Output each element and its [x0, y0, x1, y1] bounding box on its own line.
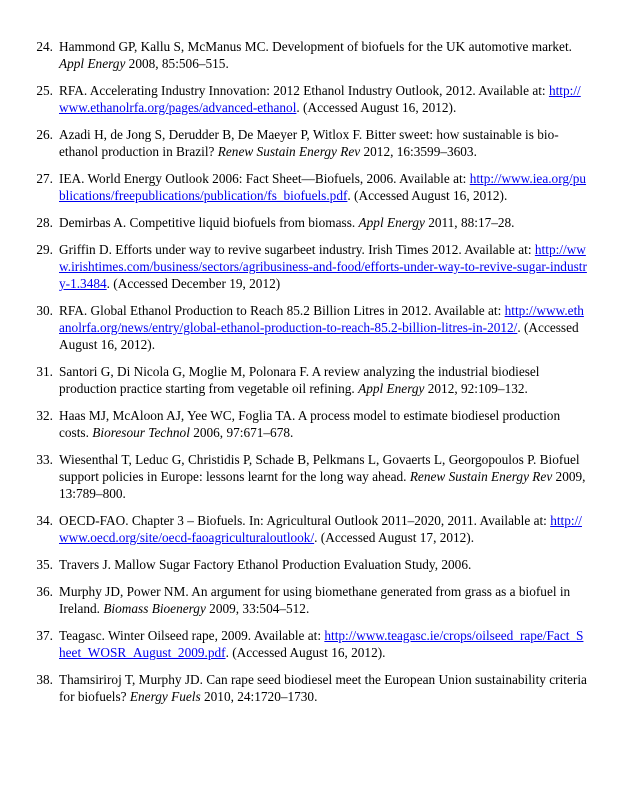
reference-item [0, 583, 617, 617]
reference-journal: Renew Sustain Energy Rev [409, 469, 553, 484]
reference-item [0, 363, 617, 397]
reference-number [0, 241, 53, 258]
reference-number [0, 82, 53, 99]
reference-citation: Teagasc. Winter Oilseed rape, 2009. Available at: [59, 628, 325, 643]
reference-item [0, 556, 617, 573]
reference-journal: Appl Energy [358, 215, 425, 230]
reference-number-text: 32. [36, 408, 53, 423]
reference-item [0, 512, 617, 546]
reference-number [0, 363, 53, 380]
reference-access-date: . (Accessed December 19, 2012) [106, 276, 281, 291]
reference-item [0, 451, 617, 502]
reference-number [0, 671, 53, 688]
reference-text [59, 170, 587, 204]
reference-access-date: . (Accessed August 16, 2012). [347, 188, 508, 203]
reference-journal: Appl Energy [59, 56, 126, 71]
reference-number [0, 583, 53, 600]
reference-text [59, 407, 587, 441]
reference-number-text: 27. [36, 171, 53, 186]
reference-text [59, 214, 587, 231]
reference-citation: Haas MJ, McAloon AJ, Yee WC, Foglia TA. A process model to estimate biodiesel production costs. [59, 408, 561, 440]
reference-number-text: 29. [36, 242, 53, 257]
reference-item [0, 627, 617, 661]
reference-number-text: 28. [36, 215, 53, 230]
reference-citation: Travers J. Mallow Sugar Factory Ethanol Production Evaluation Study, 2006. [59, 557, 472, 572]
reference-link[interactable]: http://www.ethanolrfa.org/pages/advanced-ethanol [59, 83, 581, 115]
reference-number [0, 556, 53, 573]
reference-text [59, 627, 587, 661]
reference-text [59, 583, 587, 617]
reference-number [0, 407, 53, 424]
reference-number-text: 31. [36, 364, 53, 379]
reference-volume: 2011, 88:17–28. [424, 215, 515, 230]
reference-citation: OECD-FAO. Chapter 3 – Biofuels. In: Agricultural Outlook 2011–2020, 2011. Available at: [59, 513, 551, 528]
reference-text [59, 38, 587, 72]
reference-citation: Murphy JD, Power NM. An argument for using biomethane generated from grass as a biofuel in Ireland. [59, 584, 571, 616]
reference-journal: Appl Energy [358, 381, 425, 396]
reference-volume: 2009, 13:789–800. [59, 469, 586, 501]
reference-link[interactable]: http://www.oecd.org/site/oecd-faoagriculturaloutlook/ [59, 513, 582, 545]
reference-item [0, 170, 617, 204]
reference-volume: 2006, 97:671–678. [189, 425, 294, 440]
reference-number-text: 26. [36, 127, 53, 142]
reference-journal: Energy Fuels [129, 689, 201, 704]
reference-journal: Biomass Bioenergy [103, 601, 206, 616]
reference-number [0, 512, 53, 529]
reference-number-text: 38. [36, 672, 53, 687]
reference-citation: IEA. World Energy Outlook 2006: Fact Sheet—Biofuels, 2006. Available at: [59, 171, 470, 186]
reference-number [0, 627, 53, 644]
reference-number-text: 36. [36, 584, 53, 599]
reference-number [0, 126, 53, 143]
reference-text [59, 241, 587, 292]
reference-link[interactable]: http://www.teagasc.ie/crops/oilseed_rape/Fact_Sheet_WOSR_August_2009.pdf [59, 628, 584, 660]
reference-item [0, 214, 617, 231]
reference-item [0, 126, 617, 160]
reference-citation: Wiesenthal T, Leduc G, Christidis P, Schade B, Pelkmans L, Govaerts L, Georgopoulos P. Biofuel support policies in Europe: lessons learnt for the long way ahead. [59, 452, 580, 484]
reference-citation: RFA. Global Ethanol Production to Reach 85.2 Billion Litres in 2012. Available at: [59, 303, 505, 318]
reference-link[interactable]: http://www.ethanolrfa.org/news/entry/global-ethanol-production-to-reach-85.2-billion-litres-in-2012/ [59, 303, 584, 335]
reference-citation: Santori G, Di Nicola G, Moglie M, Polonara F. A review analyzing the industrial biodiesel production practice starting from vegetable oil refining. [59, 364, 540, 396]
reference-number [0, 302, 53, 319]
reference-journal: Bioresour Technol [92, 425, 190, 440]
reference-citation: Demirbas A. Competitive liquid biofuels from biomass. [59, 215, 359, 230]
reference-citation: Griffin D. Efforts under way to revive sugarbeet industry. Irish Times 2012. Available at: [59, 242, 535, 257]
reference-text [59, 451, 587, 502]
reference-citation: Azadi H, de Jong S, Derudder B, De Maeyer P, Witlox F. Bitter sweet: how sustainable is bio-ethanol production in Brazil? [59, 127, 559, 159]
reference-text [59, 126, 587, 160]
reference-item [0, 241, 617, 292]
reference-access-date: . (Accessed August 16, 2012). [225, 645, 386, 660]
reference-number-text: 34. [36, 513, 53, 528]
reference-list [0, 38, 617, 715]
reference-item [0, 671, 617, 705]
reference-access-date: . (Accessed August 17, 2012). [314, 530, 475, 545]
reference-text [59, 302, 587, 353]
reference-number-text: 35. [36, 557, 53, 572]
reference-item [0, 38, 617, 72]
reference-citation: Hammond GP, Kallu S, McManus MC. Development of biofuels for the UK automotive market. [59, 39, 572, 54]
reference-number [0, 170, 53, 187]
reference-text [59, 82, 587, 116]
reference-text [59, 363, 587, 397]
reference-text [59, 556, 587, 573]
reference-text [59, 512, 587, 546]
reference-number-text: 25. [36, 83, 53, 98]
reference-number [0, 451, 53, 468]
reference-link[interactable]: http://www.irishtimes.com/business/sectors/agribusiness-and-food/efforts-under-way-to-revive-sugar-industry-1.3484 [59, 242, 587, 291]
reference-citation: RFA. Accelerating Industry Innovation: 2012 Ethanol Industry Outlook, 2012. Available at: [59, 83, 549, 98]
reference-volume: 2009, 33:504–512. [205, 601, 310, 616]
reference-number-text: 33. [36, 452, 53, 467]
reference-number-text: 37. [36, 628, 53, 643]
reference-access-date: . (Accessed August 16, 2012). [296, 100, 457, 115]
reference-number [0, 214, 53, 231]
reference-volume: 2010, 24:1720–1730. [200, 689, 318, 704]
reference-item [0, 302, 617, 353]
reference-volume: 2012, 16:3599–3603. [360, 144, 477, 159]
reference-citation: Thamsiriroj T, Murphy JD. Can rape seed biodiesel meet the European Union sustainability criteria for biofuels? [59, 672, 587, 704]
reference-access-date: . (Accessed August 16, 2012). [59, 320, 579, 352]
reference-link[interactable]: http://www.iea.org/publications/freepublications/publication/fs_biofuels.pdf [59, 171, 587, 203]
reference-volume: 2012, 92:109–132. [424, 381, 528, 396]
reference-journal: Renew Sustain Energy Rev [217, 144, 361, 159]
reference-item [0, 82, 617, 116]
reference-item [0, 407, 617, 441]
reference-text [59, 671, 587, 705]
reference-number-text: 24. [36, 39, 53, 54]
reference-number-text: 30. [36, 303, 53, 318]
reference-volume: 2008, 85:506–515. [125, 56, 229, 71]
reference-number [0, 38, 53, 55]
